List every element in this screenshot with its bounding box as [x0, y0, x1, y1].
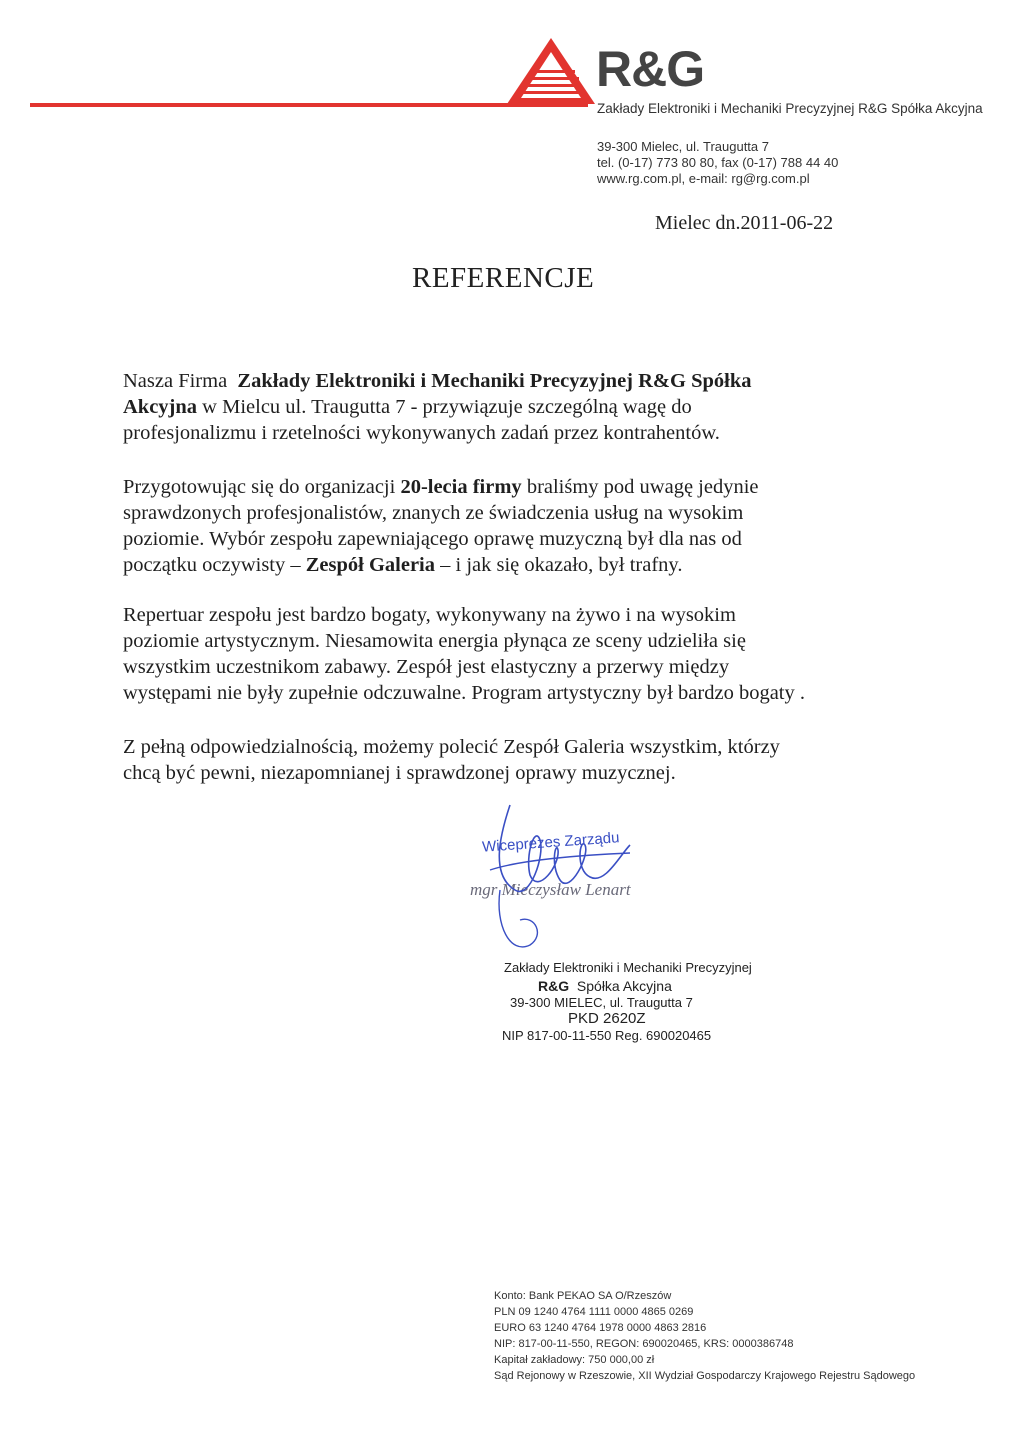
stamp-company-line: Zakłady Elektroniki i Mechaniki Precyzyjnej [504, 960, 752, 975]
paragraph-1-line-2: Akcyjna w Mielcu ul. Traugutta 7 - przywiązuje szczególną wagę do [123, 396, 692, 418]
paragraph-4-line-1: Z pełną odpowiedzialnością, możemy polecić Zespół Galeria wszystkim, którzy [123, 736, 780, 758]
stamp-pkd-line: PKD 2620Z [568, 1010, 646, 1027]
letter-title: REFERENCJE [412, 262, 595, 294]
paragraph-4-line-2: chcą być pewni, niezapomnianej i sprawdzonej oprawy muzycznej. [123, 762, 676, 784]
footer-euro-account: EURO 63 1240 4764 1978 0000 4863 2816 [494, 1322, 707, 1334]
paragraph-2-line-1: Przygotowując się do organizacji 20-lecia firmy braliśmy pod uwagę jedynie [123, 476, 759, 498]
paragraph-2-line-2: sprawdzonych profesjonalistów, znanych ze świadczenia usług na wysokim [123, 502, 744, 524]
paragraph-4 [123, 734, 863, 786]
paragraph-2-line-4: początku oczywisty – Zespół Galeria – i jak się okazało, był trafny. [123, 554, 683, 576]
paragraph-3-line-1: Repertuar zespołu jest bardzo bogaty, wykonywany na żywo i na wysokim [123, 604, 736, 626]
footer-registry-ids: NIP: 817-00-11-550, REGON: 690020465, KRS: 0000386748 [494, 1338, 794, 1350]
paragraph-1-line-1: Nasza Firma Zakłady Elektroniki i Mechaniki Precyzyjnej R&G Spółka [123, 370, 752, 392]
paragraph-3 [123, 602, 863, 706]
footer-pln-account: PLN 09 1240 4764 1111 0000 4865 0269 [494, 1306, 694, 1318]
paragraph-2-line-3: poziomie. Wybór zespołu zapewniającego oprawę muzyczną był dla nas od [123, 528, 742, 550]
company-web-email: www.rg.com.pl, e-mail: rg@rg.com.pl [597, 171, 810, 186]
footer-bank: Konto: Bank PEKAO SA O/Rzeszów [494, 1290, 672, 1302]
stamp-rg-line: R&G Spółka Akcyjna [538, 978, 672, 994]
logo-triangle-icon [505, 36, 597, 106]
logo-wordmark: R&G [596, 41, 705, 97]
paragraph-2 [123, 474, 863, 578]
footer-capital: Kapitał zakładowy: 750 000,00 zł [494, 1354, 655, 1366]
signature-role-stamp: Wiceprezes Zarządu [481, 829, 620, 856]
signature-name-stamp: mgr Mieczysław Lenart [470, 880, 631, 899]
paragraph-3-line-2: poziomie artystycznym. Niesamowita energia płynąca ze sceny udzieliła się [123, 630, 746, 652]
stamp-nip-line: NIP 817-00-11-550 Reg. 690020465 [502, 1028, 712, 1043]
company-phone: tel. (0-17) 773 80 80, fax (0-17) 788 44 40 [597, 155, 839, 170]
company-address: 39-300 Mielec, ul. Traugutta 7 [597, 139, 769, 154]
footer-court: Sąd Rejonowy w Rzeszowie, XII Wydział Gospodarczy Krajowego Rejestru Sądowego [494, 1370, 916, 1382]
stamp-address-line: 39-300 MIELEC, ul. Traugutta 7 [510, 995, 693, 1010]
paragraph-1 [123, 368, 863, 446]
paragraph-3-line-3: wszystkim uczestnikom zabawy. Zespół jest elastyczny a przerwy między [123, 656, 730, 678]
company-full-name: Zakłady Elektroniki i Mechaniki Precyzyjnej R&G Spółka Akcyjna [597, 101, 983, 116]
handwritten-signature-icon [470, 795, 640, 965]
paragraph-1-line-3: profesjonalizmu i rzetelności wykonywanych zadań przez kontrahentów. [123, 422, 720, 444]
paragraph-3-line-4: występami nie były zupełnie odczuwalne. Program artystyczny był bardzo bogaty . [123, 682, 805, 704]
letter-date: Mielec dn.2011-06-22 [655, 212, 834, 234]
